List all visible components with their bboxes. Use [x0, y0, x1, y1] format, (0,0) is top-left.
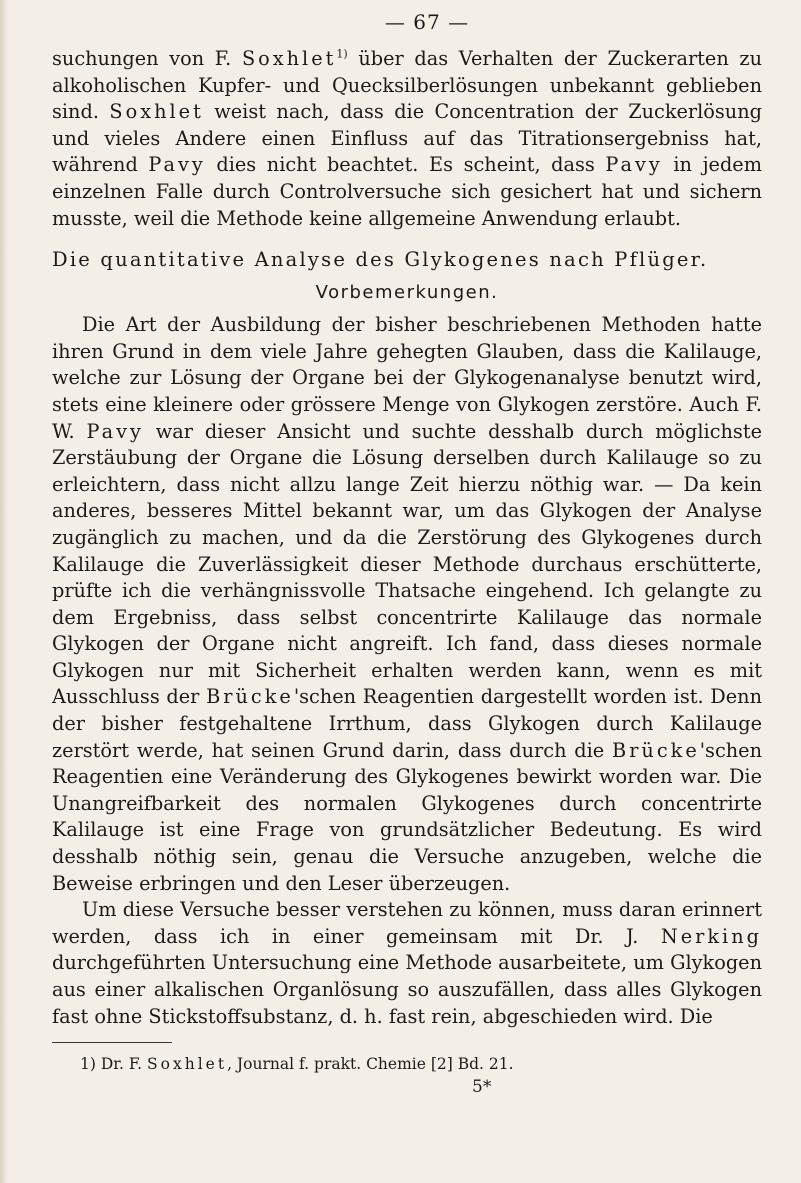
subsection-title: Vorbemerkungen. [315, 282, 499, 304]
para3-text-2: durchgeführten Untersuchung eine Methode ausarbeitete, um Glykogen aus einer alkalischen Organlösung so auszufällen, dass alles Glykogen fast ohne Stickstoffsubstanz, d. h. fast rein, abgeschieden wird. Die [52, 951, 762, 1028]
para2-text-4: 'schen Reagentien eine Veränderung des Glykogenes bewirkt worden war. Die Unangreifbarkeit des normalen Glykogenes durch concentrirte Kalilauge ist eine Frage von grundsätzlicher Bedeutung. Es wird desshalb nöthig sein, genau die Versuche anzugeben, welche die Beweise erbringen und den Leser überzeugen. [52, 738, 762, 895]
para2-text-3: 'schen Reagentien dargestellt worden ist. Denn der bisher festgehaltene Irrthum, dass Glykogen durch Kalilauge zerstört werde, hat seinen Grund darin, dass durch die [52, 685, 763, 762]
author-name-pavy: Pavy [148, 153, 206, 177]
author-name-nerking: Nerking [660, 924, 762, 948]
para1-text-3: weist nach, dass die Concentration der Zuckerlösung und vieles Andere einen Einfluss auf das Titrationsergebniss hat, während [52, 100, 762, 177]
para2-text-1: Die Art der Ausbildung der bisher beschriebenen Methoden hatte ihren Grund in dem viele Jahre gehegten Glauben, dass die Kalilauge, welche zur Lösung der Organe bei der Glykogenanalyse benutzt wird, stets eine kleinere oder grössere Menge von Glykogen zerstöre. Auch F. W. [52, 313, 762, 443]
footnote-author-soxhlet: Soxhlet [147, 1055, 228, 1074]
author-name-soxhlet: Soxhlet [241, 47, 337, 70]
paragraph-soxhlet [52, 46, 762, 232]
para1-text-2: über das Verhalten der Zuckerarten zu alkoholischen Kupfer- und Quecksilberlösungen unbekannt geblieben sind. [52, 47, 762, 124]
section-title: Die quantitative Analyse des Glykogenes nach Pflüger. [52, 248, 709, 272]
para2-text-2: war dieser Ansicht und suchte desshalb durch möglichste Zerstäubung der Organe die Lösung derselben durch Kalilauge so zu erleichtern, dass nicht allzu lange Zeit hierzu nöthig war. — Da kein anderes, besseres Mittel bekannt war, um das Glykogen der Analyse zugänglich zu machen, und da die Zerstörung des Glykogenes durch Kalilauge die Zuverlässigkeit dieser Methode durchaus erschütterte, prüfte ich die verhängnissvolle Thatsache eingehend. Ich gelangte zu dem Ergebniss, dass selbst concentrirte Kalilauge das normale Glykogen der Organe nicht angreift. Ich fand, dass dieses normale Glykogen nur mit Sicherheit erhalten werden kann, wenn es mit Ausschluss der [52, 419, 762, 709]
printer-signature: 5* [472, 1077, 492, 1098]
page-number: — 67 — [384, 10, 470, 34]
para1-text-4: dies nicht beachtet. Es scheint, dass [205, 153, 606, 177]
author-name-soxhlet-2: Soxhlet [109, 100, 204, 124]
page-gutter-shadow [0, 0, 8, 1183]
paragraph-vorbemerkungen [52, 312, 762, 897]
footnote-divider [52, 1042, 172, 1043]
para3-text-1: Um diese Versuche besser verstehen zu können, muss daran erinnert werden, dass ich in einer gemeinsam mit Dr. J. [52, 898, 762, 948]
book-page [52, 10, 762, 1097]
footnote [52, 1053, 762, 1075]
paragraph-nerking [52, 897, 762, 1030]
footnote-text-1: 1) Dr. F. [80, 1055, 148, 1074]
author-name-bruecke-2: Brücke [612, 738, 700, 762]
footnote-text-2: , Journal f. prakt. Chemie [2] Bd. 21. [227, 1055, 514, 1074]
footnote-reference: 1) [336, 47, 348, 61]
author-name-pavy-2: Pavy [605, 153, 663, 177]
author-name-pavy-3: Pavy [86, 419, 144, 443]
para1-text-5: in jedem einzelnen Falle durch Controlversuche sich gesichert hat und sichern musste, weil die Methode keine allgemeine Anwendung erlaubt. [52, 153, 762, 230]
author-name-bruecke: Brücke [206, 685, 294, 709]
para1-text-1: suchungen von F. [52, 47, 242, 70]
